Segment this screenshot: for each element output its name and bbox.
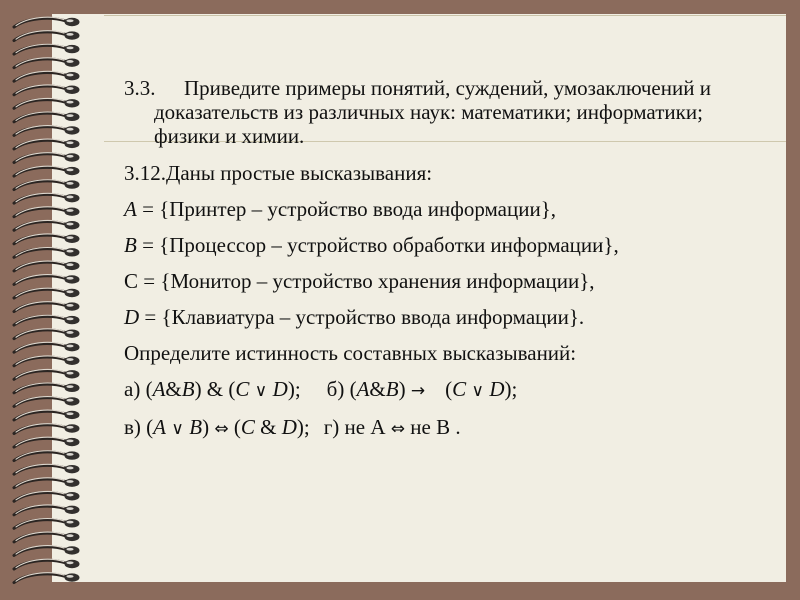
or-operator-icon: ∨ xyxy=(249,381,273,401)
spiral-ring xyxy=(14,356,80,366)
spiral-ring xyxy=(14,193,80,203)
var-a: A xyxy=(124,197,137,221)
equals-sign: = xyxy=(136,233,160,257)
spiral-ring xyxy=(14,139,80,149)
spiral-ring xyxy=(14,31,80,41)
statement-b-text: {Процессор – устройство обработки информации}, xyxy=(159,233,619,257)
spiral-ring xyxy=(14,424,80,434)
equals-sign: = xyxy=(138,269,161,293)
spiral-ring xyxy=(14,532,80,542)
and-operator: & xyxy=(254,415,282,439)
expr-var: A xyxy=(152,377,166,401)
expr-text: не В . xyxy=(405,415,461,439)
expr-text: ); xyxy=(287,377,301,401)
expr-text: ) xyxy=(202,415,215,439)
spiral-ring xyxy=(14,478,80,488)
spiral-ring xyxy=(14,153,80,163)
expr-var: D xyxy=(272,377,288,401)
spiral-ring xyxy=(14,220,80,230)
spiral-ring xyxy=(14,397,80,407)
spiral-ring xyxy=(14,437,80,447)
statement-d xyxy=(124,305,764,329)
spiral-ring xyxy=(14,126,80,136)
spiral-ring xyxy=(14,248,80,258)
spiral-ring xyxy=(14,17,80,27)
spiral-ring xyxy=(14,519,80,529)
slide-content xyxy=(124,76,764,453)
expr-text: ); xyxy=(296,415,310,439)
spiral-ring xyxy=(14,166,80,176)
exercise-3-12: 3.12.Даны простые высказывания: xyxy=(124,161,433,185)
equivalence-arrow-icon: ⇔ xyxy=(390,419,406,439)
spiral-ring xyxy=(14,573,80,583)
spiral-ring xyxy=(14,261,80,271)
statement-c-text: {Монитор – устройство хранения информации}, xyxy=(160,269,595,293)
var-d: D xyxy=(124,305,140,329)
expr-var: D xyxy=(489,377,505,401)
expr-var: B xyxy=(189,415,203,439)
spiral-ring xyxy=(14,112,80,122)
expressions-row-1 xyxy=(124,377,764,403)
spiral-ring xyxy=(14,559,80,569)
expr-v-label: в) ( xyxy=(124,415,154,439)
expr-text: ( xyxy=(228,415,241,439)
spiral-ring xyxy=(14,505,80,515)
expr-text: ) xyxy=(398,377,411,401)
statement-a xyxy=(124,197,764,221)
statement-d-text: {Клавиатура – устройство ввода информации}. xyxy=(161,305,585,329)
spiral-ring xyxy=(14,275,80,285)
statement-c xyxy=(124,269,764,293)
expr-var: B xyxy=(181,377,195,401)
var-b: B xyxy=(124,233,137,257)
exercise-number: 3.3. xyxy=(124,76,156,100)
expr-var: B xyxy=(385,377,399,401)
var-c: С xyxy=(124,269,139,293)
spiral-ring xyxy=(14,342,80,352)
or-operator-icon: ∨ xyxy=(165,419,190,439)
spiral-ring xyxy=(14,302,80,312)
expr-var: A xyxy=(356,377,370,401)
spiral-ring xyxy=(14,85,80,95)
exercise-text: Приведите примеры понятий, суждений, умозаключений и доказательств из различных наук: математики; информатики; физики и химии. xyxy=(154,76,711,148)
expr-var: C xyxy=(240,415,255,439)
spiral-ring xyxy=(14,207,80,217)
spiral-ring xyxy=(14,58,80,68)
expr-var: C xyxy=(235,377,250,401)
exercise-3-3 xyxy=(124,76,764,148)
spiral-ring xyxy=(14,383,80,393)
spiral-ring xyxy=(14,329,80,339)
or-operator-icon: ∨ xyxy=(466,381,490,401)
expr-var: C xyxy=(452,377,467,401)
spiral-ring xyxy=(14,98,80,108)
expr-b-label: б) ( xyxy=(326,377,357,401)
expr-text: ) & ( xyxy=(194,377,236,401)
spiral-ring xyxy=(14,288,80,298)
equivalence-arrow-icon: ⇔ xyxy=(214,419,229,439)
spiral-ring xyxy=(14,410,80,420)
expressions-row-2 xyxy=(124,415,764,441)
spiral-ring xyxy=(14,451,80,461)
spiral-ring xyxy=(14,180,80,190)
statement-a-text: {Принтер – устройство ввода информации}, xyxy=(159,197,557,221)
implication-arrow-icon: → xyxy=(410,381,426,401)
expr-a-label: а) ( xyxy=(124,377,153,401)
spiral-ring xyxy=(14,71,80,81)
equals-sign: = xyxy=(139,305,162,329)
spiral-ring xyxy=(14,369,80,379)
spiral-ring xyxy=(14,546,80,556)
spiral-ring xyxy=(14,44,80,54)
expr-var: D xyxy=(281,415,297,439)
equals-sign: = xyxy=(136,197,160,221)
expr-var: A xyxy=(153,415,166,439)
spiral-ring xyxy=(14,234,80,244)
spiral-binding xyxy=(0,0,110,600)
top-rule xyxy=(104,15,786,16)
spiral-ring xyxy=(14,491,80,501)
spiral-ring xyxy=(14,464,80,474)
expr-text: ( xyxy=(445,377,453,401)
and-operator: & xyxy=(165,377,182,401)
task-question: Определите истинность составных высказываний: xyxy=(124,341,577,365)
expr-text: ); xyxy=(504,377,518,401)
and-operator: & xyxy=(369,377,386,401)
spiral-ring xyxy=(14,315,80,325)
statement-b xyxy=(124,233,764,257)
expr-g-label: г) не А xyxy=(323,415,391,439)
